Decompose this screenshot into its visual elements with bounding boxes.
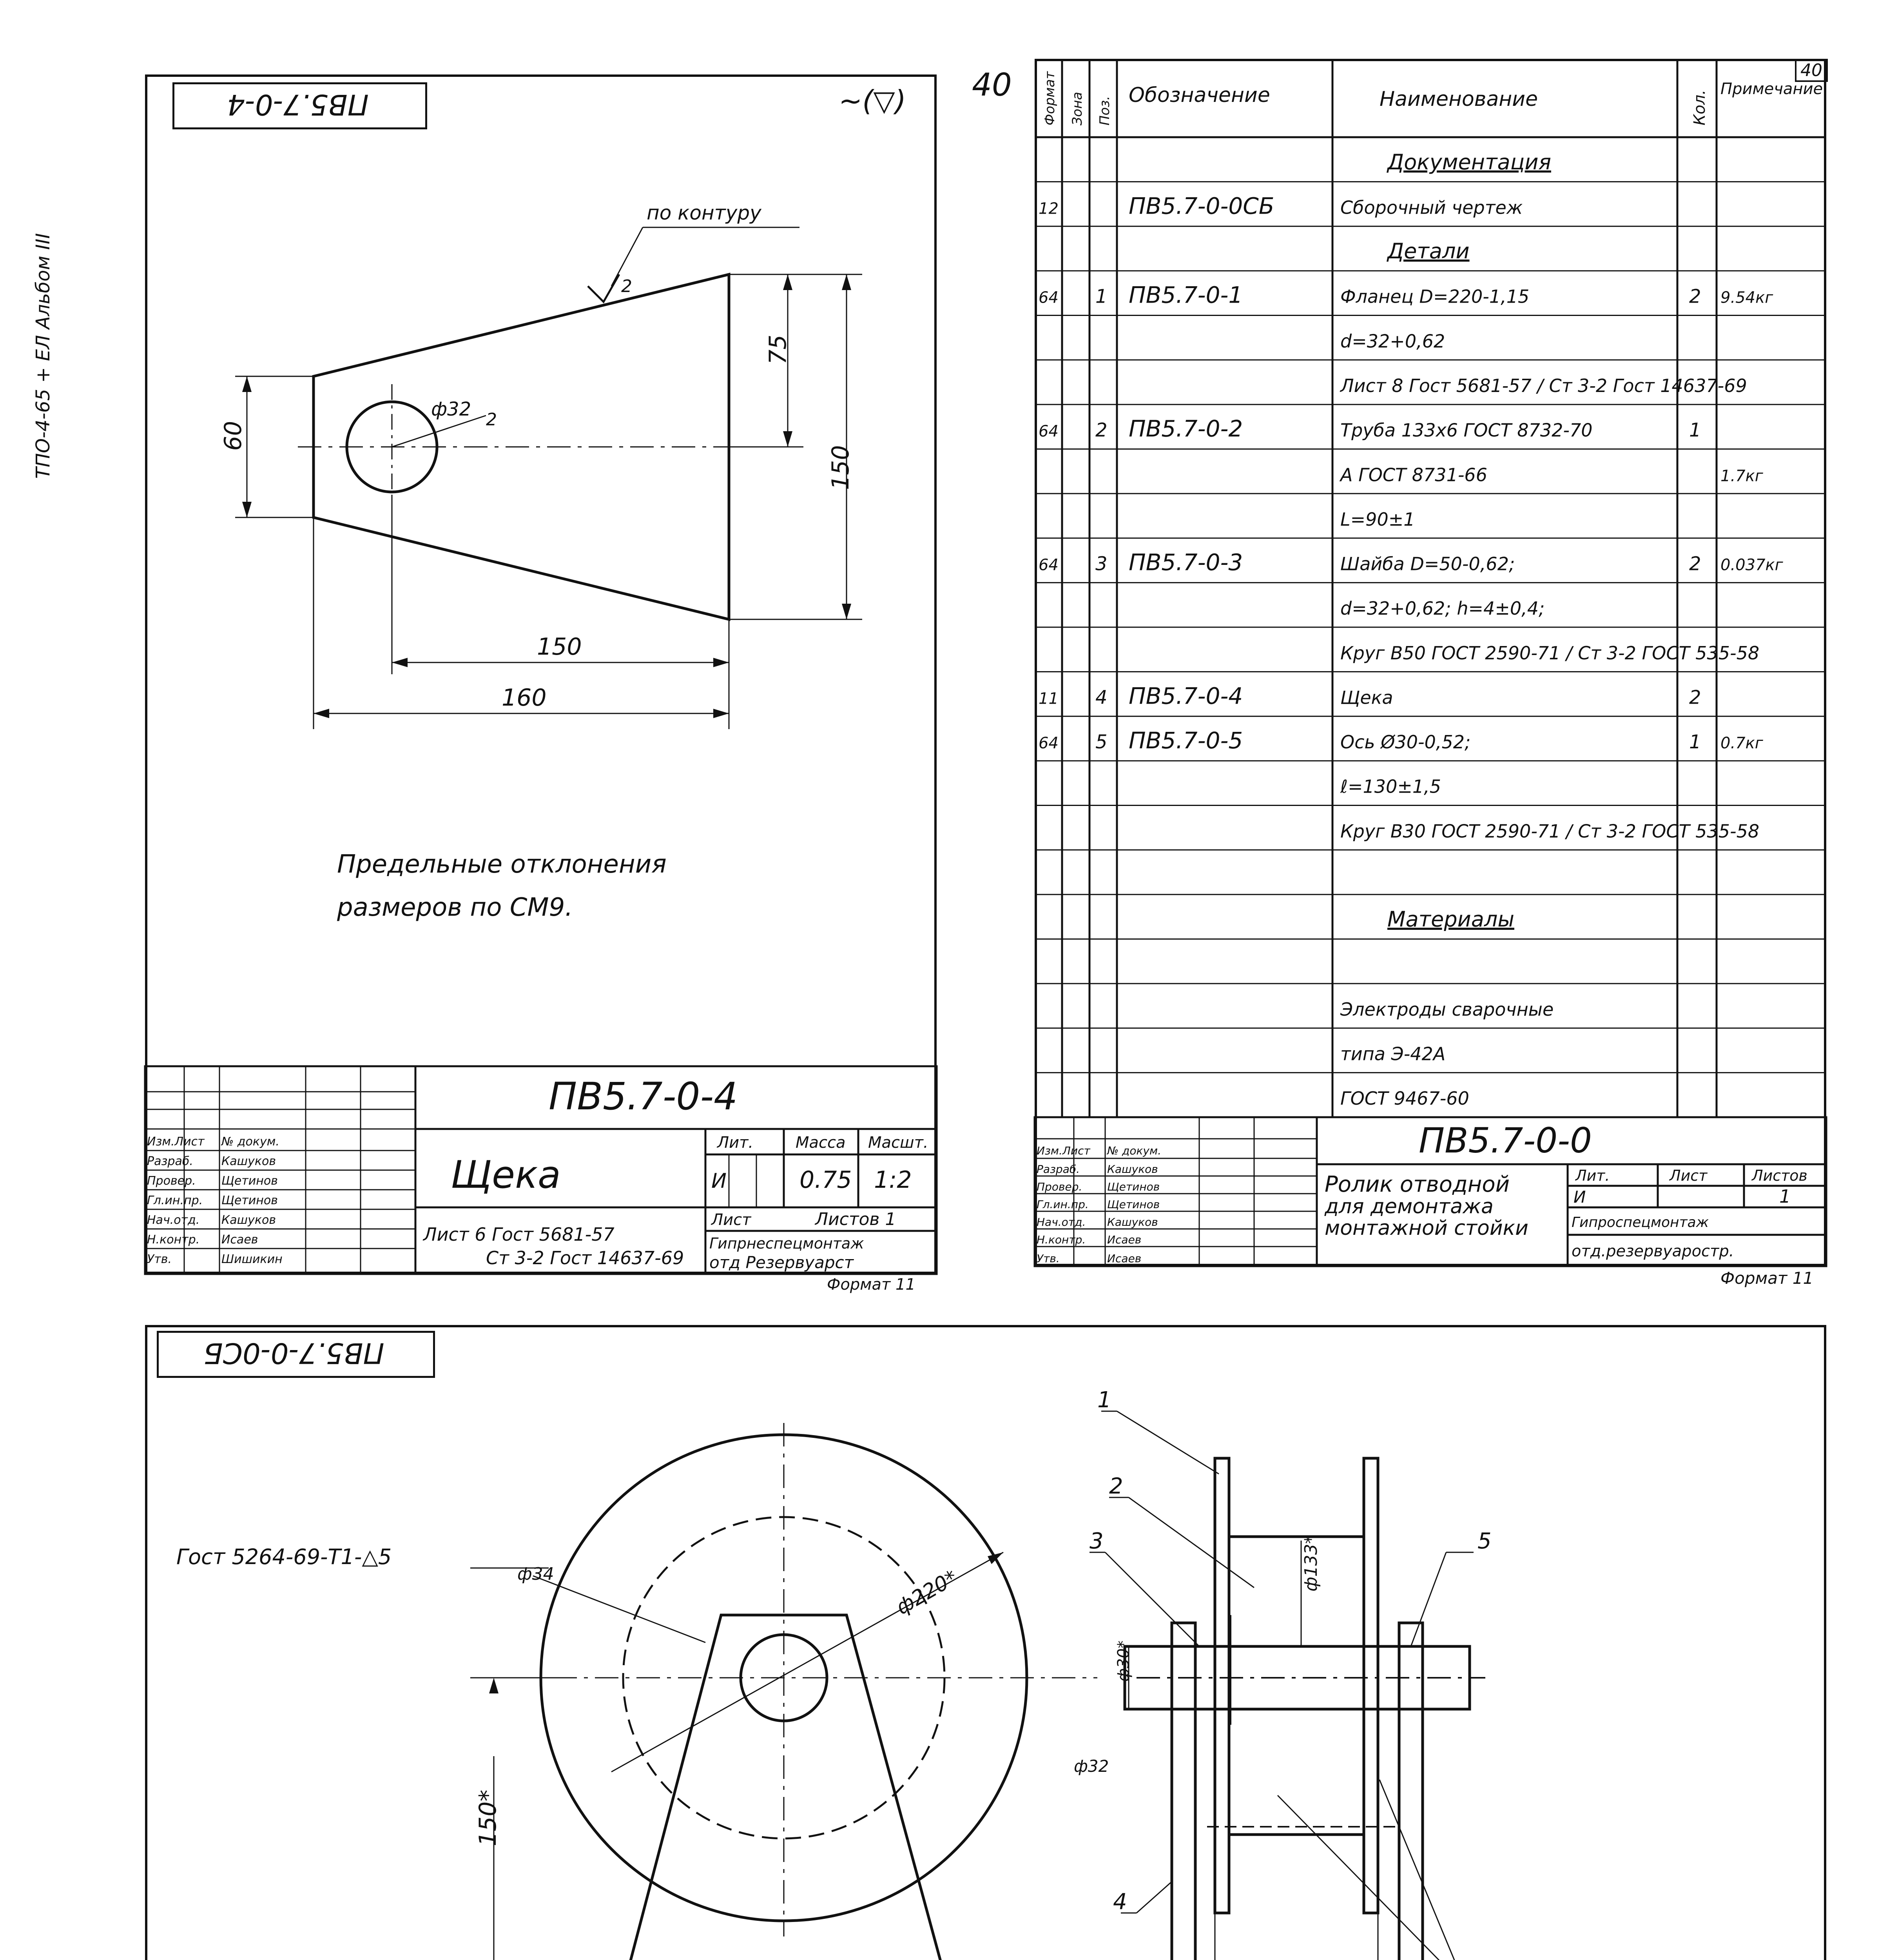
leader-1: 1 bbox=[1097, 1387, 1111, 1413]
cheek-note-2: размеров по СМ9. bbox=[337, 893, 573, 922]
spec-head-code: Обозначение bbox=[1129, 83, 1270, 107]
spec-role-1: Разраб. bbox=[1037, 1163, 1080, 1176]
spec-head-format: Формат bbox=[1042, 71, 1058, 125]
cheek-role-2: Провер. bbox=[147, 1174, 196, 1188]
spec-head-qty: Кол. bbox=[1691, 89, 1709, 125]
spec-name-0: № докум. bbox=[1107, 1144, 1162, 1157]
cheek-name-3: Щетинов bbox=[221, 1194, 278, 1207]
spec-row-code: ПВ5.7-0-0СБ bbox=[1129, 192, 1274, 220]
cheek-role-5: Н.контр. bbox=[147, 1233, 200, 1247]
spec-row-code: ПВ5.7-0-2 bbox=[1129, 415, 1243, 442]
cheek-name-5: Исаев bbox=[221, 1233, 258, 1247]
page-number: 40 bbox=[972, 67, 1012, 103]
spec-row-name: Труба 133х6 ГОСТ 8732-70 bbox=[1340, 419, 1593, 441]
spec-row-name: Электроды сварочные bbox=[1340, 998, 1554, 1020]
spec-row-note: 9.54кг bbox=[1720, 289, 1773, 307]
spec-name-r1: Кашуков bbox=[1107, 1163, 1158, 1176]
cheek-name-2: Щетинов bbox=[221, 1174, 278, 1188]
cheek-head-scale: Масшт. bbox=[868, 1134, 928, 1152]
spec-role-6: Утв. bbox=[1037, 1252, 1060, 1265]
spec-org-1: Гипроспецмонтаж bbox=[1572, 1214, 1709, 1230]
spec-head-sheets: Листов bbox=[1752, 1167, 1807, 1184]
dim-150: 150 bbox=[537, 633, 582, 661]
spec-name-1: Ролик отводной bbox=[1325, 1172, 1510, 1197]
spec-row-format: 64 bbox=[1039, 422, 1059, 441]
spec-row-format: 11 bbox=[1039, 690, 1059, 708]
spec-row-format: 12 bbox=[1039, 200, 1059, 218]
spec-row-name: Сборочный чертеж bbox=[1340, 197, 1523, 218]
spec-role-5: Н.контр. bbox=[1037, 1233, 1086, 1246]
spec-row-note: 0.037кг bbox=[1720, 556, 1783, 574]
spec-code: ПВ5.7-0-0 bbox=[1419, 1120, 1592, 1161]
spec-row-name: Круг В30 ГОСТ 2590-71 / Ст 3-2 ГОСТ 535-58 bbox=[1340, 820, 1760, 842]
spec-row-name: А ГОСТ 8731-66 bbox=[1340, 464, 1487, 486]
rough-mark: 2 bbox=[621, 276, 632, 296]
cheek-role-1: Разраб. bbox=[147, 1154, 193, 1168]
cheek-name-6: Шишикин bbox=[221, 1252, 283, 1266]
spec-format: Формат 11 bbox=[1720, 1269, 1814, 1288]
spec-row-name: ГОСТ 9467-60 bbox=[1340, 1088, 1469, 1109]
weld1-label: Гост 5264-69-Т1-△5 bbox=[176, 1544, 392, 1569]
dia-133: ф133* bbox=[1301, 1535, 1321, 1592]
spec-row-name: Ось Ø30-0,52; bbox=[1340, 731, 1471, 753]
spec-row-name: d=32+0,62; h=4±0,4; bbox=[1340, 598, 1545, 619]
leader-3: 3 bbox=[1089, 1528, 1104, 1554]
spec-head-zone: Зона bbox=[1070, 92, 1085, 125]
spec-row-name: типа Э-42А bbox=[1340, 1043, 1446, 1065]
dim-75: 75 bbox=[764, 334, 792, 365]
spec-row-qty: 2 bbox=[1689, 285, 1701, 308]
spec-name-2: для демонтажа bbox=[1325, 1195, 1494, 1218]
spec-row-name: Лист 8 Гост 5681-57 / Ст 3-2 Гост 14637-69 bbox=[1340, 375, 1747, 396]
spec-row-code: ПВ5.7-0-1 bbox=[1129, 281, 1243, 309]
spec-row-pos: 2 bbox=[1095, 419, 1108, 441]
spec-row-name: L=90±1 bbox=[1340, 508, 1415, 530]
spec-name-r2: Щетинов bbox=[1107, 1180, 1160, 1193]
spec-row-pos: 5 bbox=[1095, 731, 1108, 753]
spec-name-r6: Исаев bbox=[1107, 1252, 1142, 1265]
cheek-sheets: Листов 1 bbox=[815, 1209, 896, 1229]
spec-lit: И bbox=[1574, 1187, 1586, 1207]
spec-role-4: Нач.отд. bbox=[1037, 1216, 1086, 1229]
cheek-name-4: Кашуков bbox=[221, 1213, 276, 1227]
cheek-code: ПВ5.7-0-4 bbox=[549, 1074, 738, 1118]
spec-row-format: 64 bbox=[1039, 556, 1059, 574]
cheek-org-2: отд Резервуарст bbox=[709, 1253, 854, 1272]
weld1-dia: ф34 bbox=[517, 1564, 554, 1584]
spec-row-code: ПВ5.7-0-3 bbox=[1129, 549, 1243, 576]
cheek-material-1: Лист 6 Гост 5681-57 bbox=[423, 1224, 615, 1245]
spec-name-r5: Исаев bbox=[1107, 1233, 1142, 1246]
spec-head-pos: Поз. bbox=[1097, 96, 1113, 125]
spec-row-pos: 4 bbox=[1095, 686, 1108, 709]
spec-head-sheet: Лист bbox=[1670, 1167, 1708, 1184]
spec-name-r3: Щетинов bbox=[1107, 1198, 1160, 1211]
spec-row-name: Фланец D=220-1,15 bbox=[1340, 286, 1530, 307]
margin-note: ТПО-4-65 + ЕЛ Альбом III bbox=[32, 233, 54, 479]
leader-4: 4 bbox=[1113, 1889, 1127, 1915]
cheek-scale: 1:2 bbox=[874, 1166, 912, 1194]
hole-label: ф32 bbox=[431, 398, 471, 420]
cheek-mass: 0.75 bbox=[799, 1166, 852, 1194]
cheek-role-6: Утв. bbox=[147, 1252, 172, 1266]
spec-row-pos: 3 bbox=[1095, 553, 1108, 575]
spec-row-code: ПВ5.7-0-4 bbox=[1129, 682, 1243, 710]
leader-5: 5 bbox=[1477, 1528, 1492, 1554]
spec-name-3: монтажной стойки bbox=[1325, 1216, 1528, 1240]
spec-row-qty: 2 bbox=[1689, 553, 1701, 575]
spec-row-name: Шайба D=50-0,62; bbox=[1340, 553, 1515, 575]
cheek-role-0: Изм.Лист bbox=[147, 1135, 205, 1149]
cheek-head-lit: Лит. bbox=[717, 1134, 754, 1152]
spec-row-name: ℓ=130±1,5 bbox=[1340, 776, 1441, 797]
cheek-sheet: Лист bbox=[711, 1211, 751, 1229]
spec-role-0: Изм.Лист bbox=[1037, 1144, 1090, 1157]
spec-role-3: Гл.ин.пр. bbox=[1037, 1198, 1089, 1211]
leader-2: 2 bbox=[1109, 1474, 1123, 1499]
spec-name-r4: Кашуков bbox=[1107, 1216, 1158, 1229]
dia-220: ф220* bbox=[892, 1566, 962, 1620]
cheek-org-1: Гипрнеспецмонтаж bbox=[709, 1235, 864, 1252]
cheek-note-1: Предельные отклонения bbox=[337, 850, 667, 879]
surface-note: по контуру bbox=[647, 201, 761, 224]
spec-row-name: Материалы bbox=[1387, 907, 1514, 932]
spec-row-code: ПВ5.7-0-5 bbox=[1129, 727, 1243, 754]
dim-160: 160 bbox=[502, 684, 547, 711]
spec-org-2: отд.резервуаростр. bbox=[1572, 1242, 1734, 1260]
spec-sheets: 1 bbox=[1779, 1186, 1791, 1207]
spec-row-qty: 1 bbox=[1689, 731, 1701, 753]
spec-row-name: Круг В50 ГОСТ 2590-71 / Ст 3-2 ГОСТ 535-58 bbox=[1340, 642, 1760, 664]
spec-head-note: Примечание bbox=[1720, 80, 1823, 98]
cheek-name-0: № докум. bbox=[221, 1135, 279, 1149]
dia-32: ф32 bbox=[1074, 1757, 1109, 1776]
spec-row-note: 1.7кг bbox=[1720, 467, 1763, 485]
corner-number: 40 bbox=[1795, 59, 1828, 82]
cheek-role-4: Нач.отд. bbox=[147, 1213, 200, 1227]
dia-30: ф30* bbox=[1115, 1640, 1133, 1682]
stamp-assembly-text: ПВ5.7-0-0СБ bbox=[203, 1337, 384, 1370]
stamp-cheek-text: ПВ5.7-0-4 bbox=[227, 88, 369, 121]
spec-head-name: Наименование bbox=[1380, 87, 1538, 111]
spec-row-format: 64 bbox=[1039, 734, 1059, 753]
spec-row-note: 0.7кг bbox=[1720, 734, 1763, 753]
cheek-name-1: Кашуков bbox=[221, 1154, 276, 1168]
roughness-mark: ~(▽) bbox=[839, 84, 906, 117]
dim-60: 60 bbox=[219, 421, 247, 451]
spec-row-qty: 2 bbox=[1689, 686, 1701, 709]
spec-row-qty: 1 bbox=[1689, 419, 1701, 441]
spec-row-format: 64 bbox=[1039, 289, 1059, 307]
dim-150-vertical: 150 bbox=[827, 445, 854, 490]
spec-role-2: Провер. bbox=[1037, 1180, 1082, 1193]
dim-150-assembly: 150* bbox=[474, 1789, 502, 1846]
cheek-format: Формат 11 bbox=[827, 1276, 915, 1294]
cheek-role-3: Гл.ин.пр. bbox=[147, 1194, 203, 1207]
spec-row-name: Детали bbox=[1387, 239, 1470, 264]
spec-head-lit: Лит. bbox=[1575, 1167, 1610, 1184]
cheek-head-mass: Масса bbox=[796, 1134, 846, 1152]
spec-row-name: Документация bbox=[1387, 149, 1551, 174]
cheek-lit: И bbox=[711, 1169, 727, 1193]
spec-row-name: Щека bbox=[1340, 687, 1393, 708]
hole-rough: 2 bbox=[486, 410, 497, 430]
spec-row-name: d=32+0,62 bbox=[1340, 330, 1445, 352]
cheek-material-2: Ст 3-2 Гост 14637-69 bbox=[486, 1247, 684, 1269]
spec-row-pos: 1 bbox=[1095, 285, 1108, 308]
cheek-name: Щека bbox=[451, 1153, 561, 1197]
